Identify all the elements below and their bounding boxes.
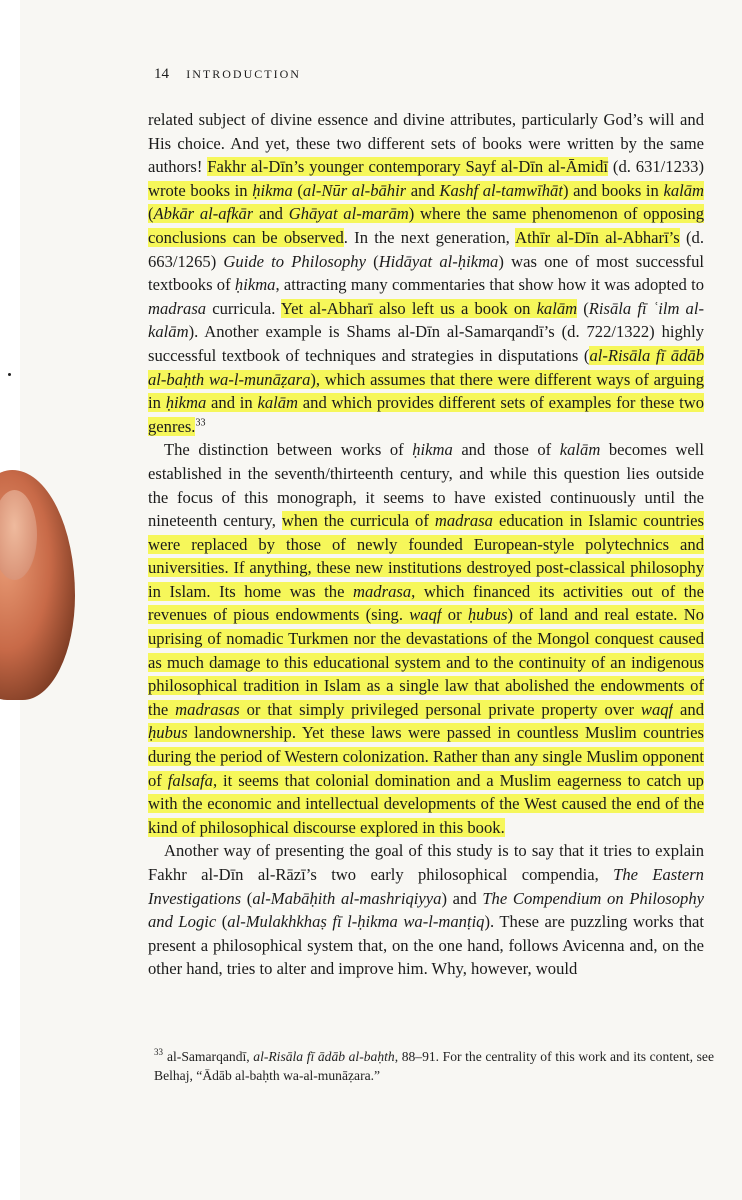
text-run: ). Another example is Shams al-Dīn al-Samarqandī’s (d. 722/1322) highly successful textbook of techniques and strategies in disputations ( [148, 322, 704, 365]
highlighted-text: or that simply privileged personal private property over [239, 699, 641, 719]
highlighted-text: Athīr al-Dīn al-Abharī’s [515, 227, 680, 247]
highlighted-text: , it seems that colonial domination and a Muslim eagerness to catch up with the economic and intellectual developments of the West caused the end of the kind of philosophical discourse explored in this book. [148, 770, 704, 837]
highlighted-text: and [673, 699, 705, 719]
paragraph-2 [148, 438, 704, 839]
footnote-ref: 33 [195, 417, 206, 429]
text-run: ) was one of most successful textbooks of [148, 251, 704, 295]
highlighted-text: waqf [409, 605, 442, 625]
highlighted-text: education in Islamic countries were replaced by those of newly founded European-style polytechnics and universities. If anything, these new institutions destroyed post-classical philosophy in Islam. Its home was the [148, 511, 704, 601]
text-run: kalām [559, 440, 601, 460]
margin-dot [8, 373, 11, 376]
page-number: 14 [154, 66, 169, 82]
text-run: The Compendium on Philosophy and Logic [148, 888, 704, 932]
highlighted-text: ) where the same phenomenon of opposing conclusions can be observed [148, 204, 704, 247]
text-run: al-Risāla fī ādāb al-baḥth [253, 1049, 395, 1064]
text-run: related subject of divine essence and divine attributes, particularly God’s will and His choice. And yet, these two different sets of books were written by the same authors! [148, 110, 704, 177]
text-run: ( [365, 251, 379, 271]
highlighted-text: Abkār al-afkār [153, 204, 254, 224]
footnote-text [154, 1049, 714, 1083]
text-run: al-Mulakhkhaṣ fī l-ḥikma wa-l-manṭiq [227, 912, 485, 932]
text-run: al-Mabāḥith al-mashriqiyya [252, 888, 442, 908]
highlighted-text: Ghāyat al-marām [288, 204, 409, 224]
text-run: (d. 663/1265) [148, 227, 705, 271]
highlighted-text: , which financed its activities out of the revenues of pious endowments (sing. [148, 581, 704, 625]
highlighted-text: madrasa [353, 581, 412, 601]
highlighted-text: madrasas [175, 699, 240, 719]
footnote [154, 1047, 714, 1085]
paragraph-3 [148, 839, 704, 981]
highlighted-text: kalām [536, 298, 578, 318]
text-run: becomes well established in the seventh/thirteenth century, and while this question lies outside the focus of this monograph, it seems to have existed continuously until the nineteenth century, [148, 440, 705, 531]
text-run: and those of [452, 440, 560, 460]
section-title: INTRODUCTION [186, 67, 301, 81]
highlighted-text: when the curricula of [281, 511, 435, 531]
highlighted-text: and [253, 204, 289, 224]
text-run: Hidāyat al-ḥikma [378, 251, 499, 271]
text-run: al-Samarqandī, [167, 1049, 254, 1064]
highlighted-text: ( [148, 204, 154, 224]
highlighted-text: ) of land and real estate. No uprising of nomadic Turkmen nor the devastations of the Mongol conquest caused as much damage to this educational system and to the continuity of an indigenous philosophical tradition in Islam as a single law that abolished the endowments of the [148, 605, 704, 719]
text-run: ḥikma [412, 440, 453, 460]
text-run: madrasa [148, 298, 207, 318]
highlighted-text: and [406, 180, 440, 200]
highlighted-text: ḥikma [165, 393, 207, 413]
footnote-number: 33 [154, 1047, 163, 1058]
text-run: ). These are puzzling works that present a philosophical system that, on the one hand, follows Avicenna and, on the other hand, tries to alter and improve him. Why, however, would [148, 912, 704, 979]
body-text [148, 108, 704, 981]
text-run: The distinction between works of [164, 440, 413, 460]
highlighted-text: landownership. Yet these laws were passed in countless Muslim countries during the period of Western colonization. Rather than any single Muslim opponent of [148, 723, 704, 790]
text-run: ( [577, 298, 589, 318]
highlighted-text: ḥubus [148, 723, 188, 743]
highlighted-text: ḥikma [252, 180, 293, 200]
highlighted-text: ) and books in [562, 180, 664, 200]
text-run: Risāla fī ʿilm al-kalām [148, 298, 704, 342]
highlighted-text: madrasa [434, 511, 493, 531]
text-run: Guide to Philosophy [223, 251, 366, 271]
highlighted-text: ( [292, 180, 303, 200]
highlighted-text: Yet al-Abharī also left us a book on [280, 298, 537, 318]
text-run: (d. 631/1233) [608, 157, 704, 177]
text-run: curricula. [206, 298, 281, 318]
highlighted-text: wrote books in [148, 180, 253, 200]
text-run: , 88–91. For the centrality of this work and its content, see Belhaj, “Ādāb al-baḥth wa-al-munāẓara.” [154, 1049, 714, 1083]
text-run: ( [216, 912, 228, 932]
highlighted-text: falsafa [167, 770, 213, 790]
text-run: The Eastern Investigations [148, 865, 704, 908]
text-run: Another way of presenting the goal of this study is to say that it tries to explain Fakhr al-Dīn al-Rāzī’s two early philosophical compendia, [148, 841, 704, 884]
highlighted-text: ḥubus [467, 605, 508, 625]
text-run: ( [241, 888, 253, 908]
running-header [154, 66, 301, 83]
text-run: ) and [441, 888, 483, 908]
highlighted-text: ), which assumes that there were different ways of arguing in [148, 369, 704, 413]
highlighted-text: al-Risāla fī ādāb al-baḥth wa-l-munāẓara [148, 345, 704, 389]
highlighted-text: kalām [257, 393, 299, 413]
highlighted-text: al-Nūr al-bāhir [302, 180, 407, 200]
highlighted-text: Kashf al-tamwīhāt [439, 180, 563, 200]
text-run: . In the next generation, [343, 227, 516, 247]
highlighted-text: waqf [640, 699, 674, 719]
highlighted-text: and which provides different sets of examples for these two genres. [148, 393, 704, 436]
highlighted-text: Fakhr al-Dīn’s younger contemporary Sayf al-Dīn al-Āmidī [207, 157, 609, 177]
highlighted-text: or [441, 605, 468, 625]
text-run: , attracting many commentaries that show how it was adopted to [275, 275, 704, 295]
highlighted-text: and in [206, 393, 258, 413]
text-run: ḥikma [234, 275, 276, 295]
paragraph-1 [148, 108, 704, 438]
book-page [20, 0, 742, 1200]
highlighted-text: kalām [663, 180, 705, 200]
